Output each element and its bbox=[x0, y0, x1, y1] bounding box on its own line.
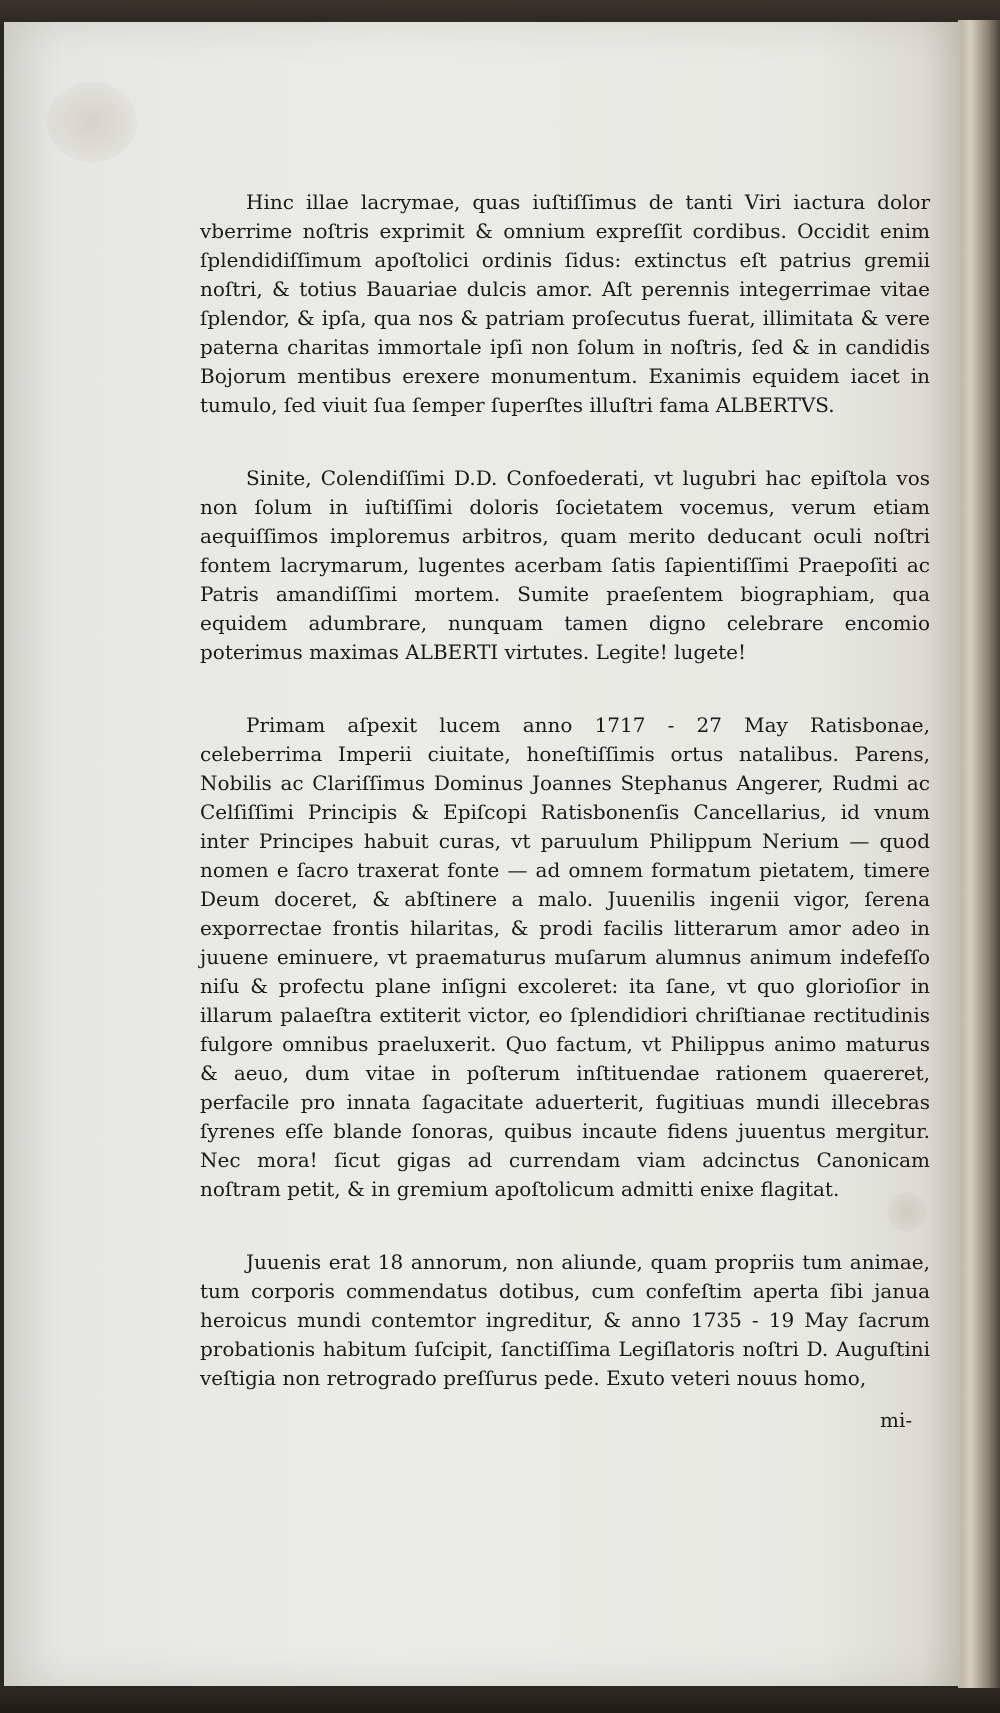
paper-stain bbox=[47, 82, 137, 162]
paragraph-birth: Primam aſpexit lucem anno 1717 - 27 May Ratisbonae, celeberrima Imperii ciuitate, honeſtiſſimis ortus natalibus. Parens, Nobilis ac Clariſſimus Dominus Joannes Stephanus Angerer, Rudmi ac Celſiſſimi Principis & Epiſcopi Ratisbonenſis Cancellarius, id vnum inter Principes habuit curas, vt paruulum Philippum Nerium — quod nomen e ſacro traxerat fonte — ad omnem formatum pietatem, timere Deum doceret, & abſtinere a malo. Juuenilis ingenii vigor, ſerena exporrectae frontis hilaritas, & prodi facilis litterarum amor adeo in juuene eminuere, vt praematurus muſarum alumnus animum indefeſſo niſu & profectu plane inſigni excoleret: ita ſane, vt quo glorioſior in illarum palaeſtra extiterit victor, eo ſplendidiori chriſtianae rectitudinis fulgore omnibus praeluxerit. Quo factum, vt Philippus animo maturus & aeuo, dum vitae in poſterum inſtituendae rationem quaereret, perfacile pro innata ſagacitate aduerterit, fugitiuas mundi illecebras ſyrenes eſſe blande ſonoras, quibus incaute fidens juuentus mergitur. Nec mora! ſicut gigas ad currendam viam adcinctus Canonicam noſtram petit, & in gremium apoſtolicum admitti enixe flagitat. bbox=[200, 713, 930, 1201]
page-fore-edge bbox=[958, 20, 1000, 1690]
catchword: mi- bbox=[880, 1408, 913, 1432]
body-text bbox=[200, 188, 930, 1393]
paragraph-novitiate: Juuenis erat 18 annorum, non aliunde, quam propriis tum animae, tum corporis commendatus dotibus, cum confeſtim aperta ſibi janua heroicus mundi contemtor ingreditur, & anno 1735 - 19 May ſacrum probationis habitum ſuſcipit, ſanctiſſima Legiſlatoris noſtri D. Auguſtini veſtigia non retrogrado preſſurus pede. Exuto veteri nouus homo, bbox=[200, 1250, 930, 1390]
scan-backdrop-bottom bbox=[0, 1688, 1000, 1713]
paragraph-lament: Hinc illae lacrymae, quas iuſtiſſimus de tanti Viri iactura dolor vberrime noſtris exprimit & omnium expreſſit cordibus. Occidit enim ſplendidiſſimum apoſtolici ordinis ſidus: extinctus eſt patrius gremii noſtri, & totius Bauariae dulcis amor. Aſt perennis integerrimae vitae ſplendor, & ipſa, qua nos & patriam proſecutus fuerat, illimitata & vere paterna charitas immortale ipſi non ſolum in noſtris, ſed & in candidis Bojorum mentibus erexere monumentum. Exanimis equidem iacet in tumulo, ſed viuit ſua ſemper ſuperſtes illuſtri fama ALBERTVS. bbox=[200, 190, 930, 417]
paragraph-address: Sinite, Colendiſſimi D.D. Confoederati, vt lugubri hac epiſtola vos non ſolum in iuſtiſſimi doloris ſocietatem vocemus, verum etiam aequiſſimos imploremus arbitros, quam merito deducant oculi noſtri fontem lacrymarum, lugentes acerbam ſatis ſapientiſſimi Praepoſiti ac Patris amandiſſimi mortem. Sumite praeſentem biographiam, qua equidem adumbrare, nunquam tamen digno celebrare encomio poterimus maximas ALBERTI virtutes. Legite! lugete! bbox=[200, 466, 930, 664]
